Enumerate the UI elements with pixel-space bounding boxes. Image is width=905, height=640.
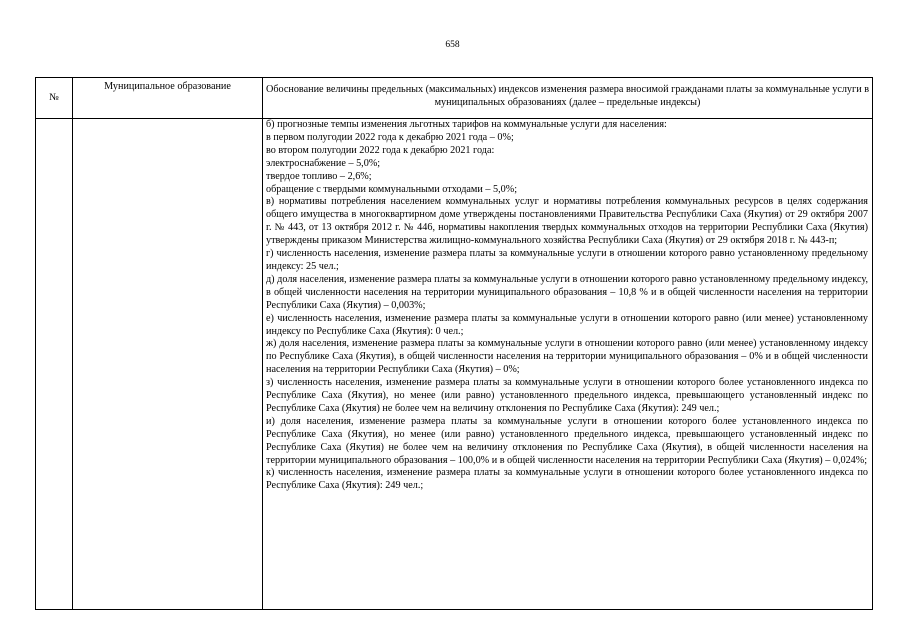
paragraph: и) доля населения, изменение размера платы за коммунальные услуги в отношении которого более установленного индекса по Республике Саха (Якутия), но менее (или равно) установленного предельного индекса, превышающего установленный индекс по Республике Саха (Якутия) не более чем на величину отклонения по Республике Саха (Якутия), в общей численности населения на территории муниципального образования – 100,0% и в общей численности населения на территории Республики Саха (Якутия) – 0,024%; [266, 415, 868, 466]
number-cell [36, 119, 73, 610]
paragraph: электроснабжение – 5,0%; [266, 157, 381, 169]
paragraph: твердое топливо – 2,6%; [266, 170, 372, 182]
justification-table [35, 77, 873, 610]
table-header-row [36, 78, 873, 119]
header-number: № [36, 78, 73, 119]
paragraph: в первом полугодии 2022 года к декабрю 2021 года – 0%; [266, 131, 514, 143]
justification-cell [263, 119, 873, 610]
paragraph: ж) доля населения, изменение размера платы за коммунальные услуги в отношении которого равно (или менее) установленному индексу по Республике Саха (Якутия), в общей численности населения на территории муниципального образования – 0% и в общей численности населения на территории Республики Саха (Якутия) – 0%; [266, 338, 868, 376]
header-municipality: Муниципальное образование [73, 78, 263, 119]
paragraph: во втором полугодии 2022 года к декабрю 2021 года: [266, 144, 495, 156]
page-number: 658 [445, 40, 460, 50]
table-row [36, 119, 873, 610]
paragraph: д) доля населения, изменение размера платы за коммунальные услуги в отношении которого равно установленному предельному индексу, в общей численности населения на территории муниципального образования – 10,8 % и в общей численности населения на территории Республики Саха (Якутия) – 0,003%; [266, 273, 868, 311]
paragraph: е) численность населения, изменение размера платы за коммунальные услуги в отношении которого равно (или менее) установленному индексу по Республике Саха (Якутия): 0 чел.; [266, 312, 868, 337]
municipality-cell [73, 119, 263, 610]
paragraph: обращение с твердыми коммунальными отходами – 5,0%; [266, 183, 518, 195]
header-justification: Обоснование величины предельных (максимальных) индексов изменения размера вносимой гражданами платы за коммунальные услуги в муниципальных образованиях (далее – предельные индексы) [263, 78, 873, 119]
paragraph: г) численность населения, изменение размера платы за коммунальные услуги в отношении которого равно установленному предельному индексу: 25 чел.; [266, 248, 868, 272]
paragraph: в) нормативы потребления населением коммунальных услуг и нормативы потребления коммунальных ресурсов в целях содержания общего имущества в многоквартирном доме утверждены постановлениями Правительства Республики Саха (Якутия) от 29 октября 2007 г. № 443, от 13 октября 2012 г. № 446, нормативы накопления твердых коммунальных отходов на территории Республики Саха (Якутия) утверждены приказом Министерства жилищно-коммунального хозяйства Республики Саха (Якутия) от 29 октября 2018 г. № 443-п; [266, 196, 868, 247]
paragraph: б) прогнозные темпы изменения льготных тарифов на коммунальные услуги для населения: [266, 119, 667, 130]
paragraph: к) численность населения, изменение размера платы за коммунальные услуги в отношении которого более установленного индекса по Республике Саха (Якутия): 249 чел.; [266, 467, 868, 492]
paragraph: з) численность населения, изменение размера платы за коммунальные услуги в отношении которого более установленного индекса по Республике Саха (Якутия), но менее (или равно) установленного предельного индекса, превышающего установленный индекс по Республике Саха (Якутия) не более чем на величину отклонения по Республике Саха (Якутия): 249 чел.; [266, 377, 868, 414]
